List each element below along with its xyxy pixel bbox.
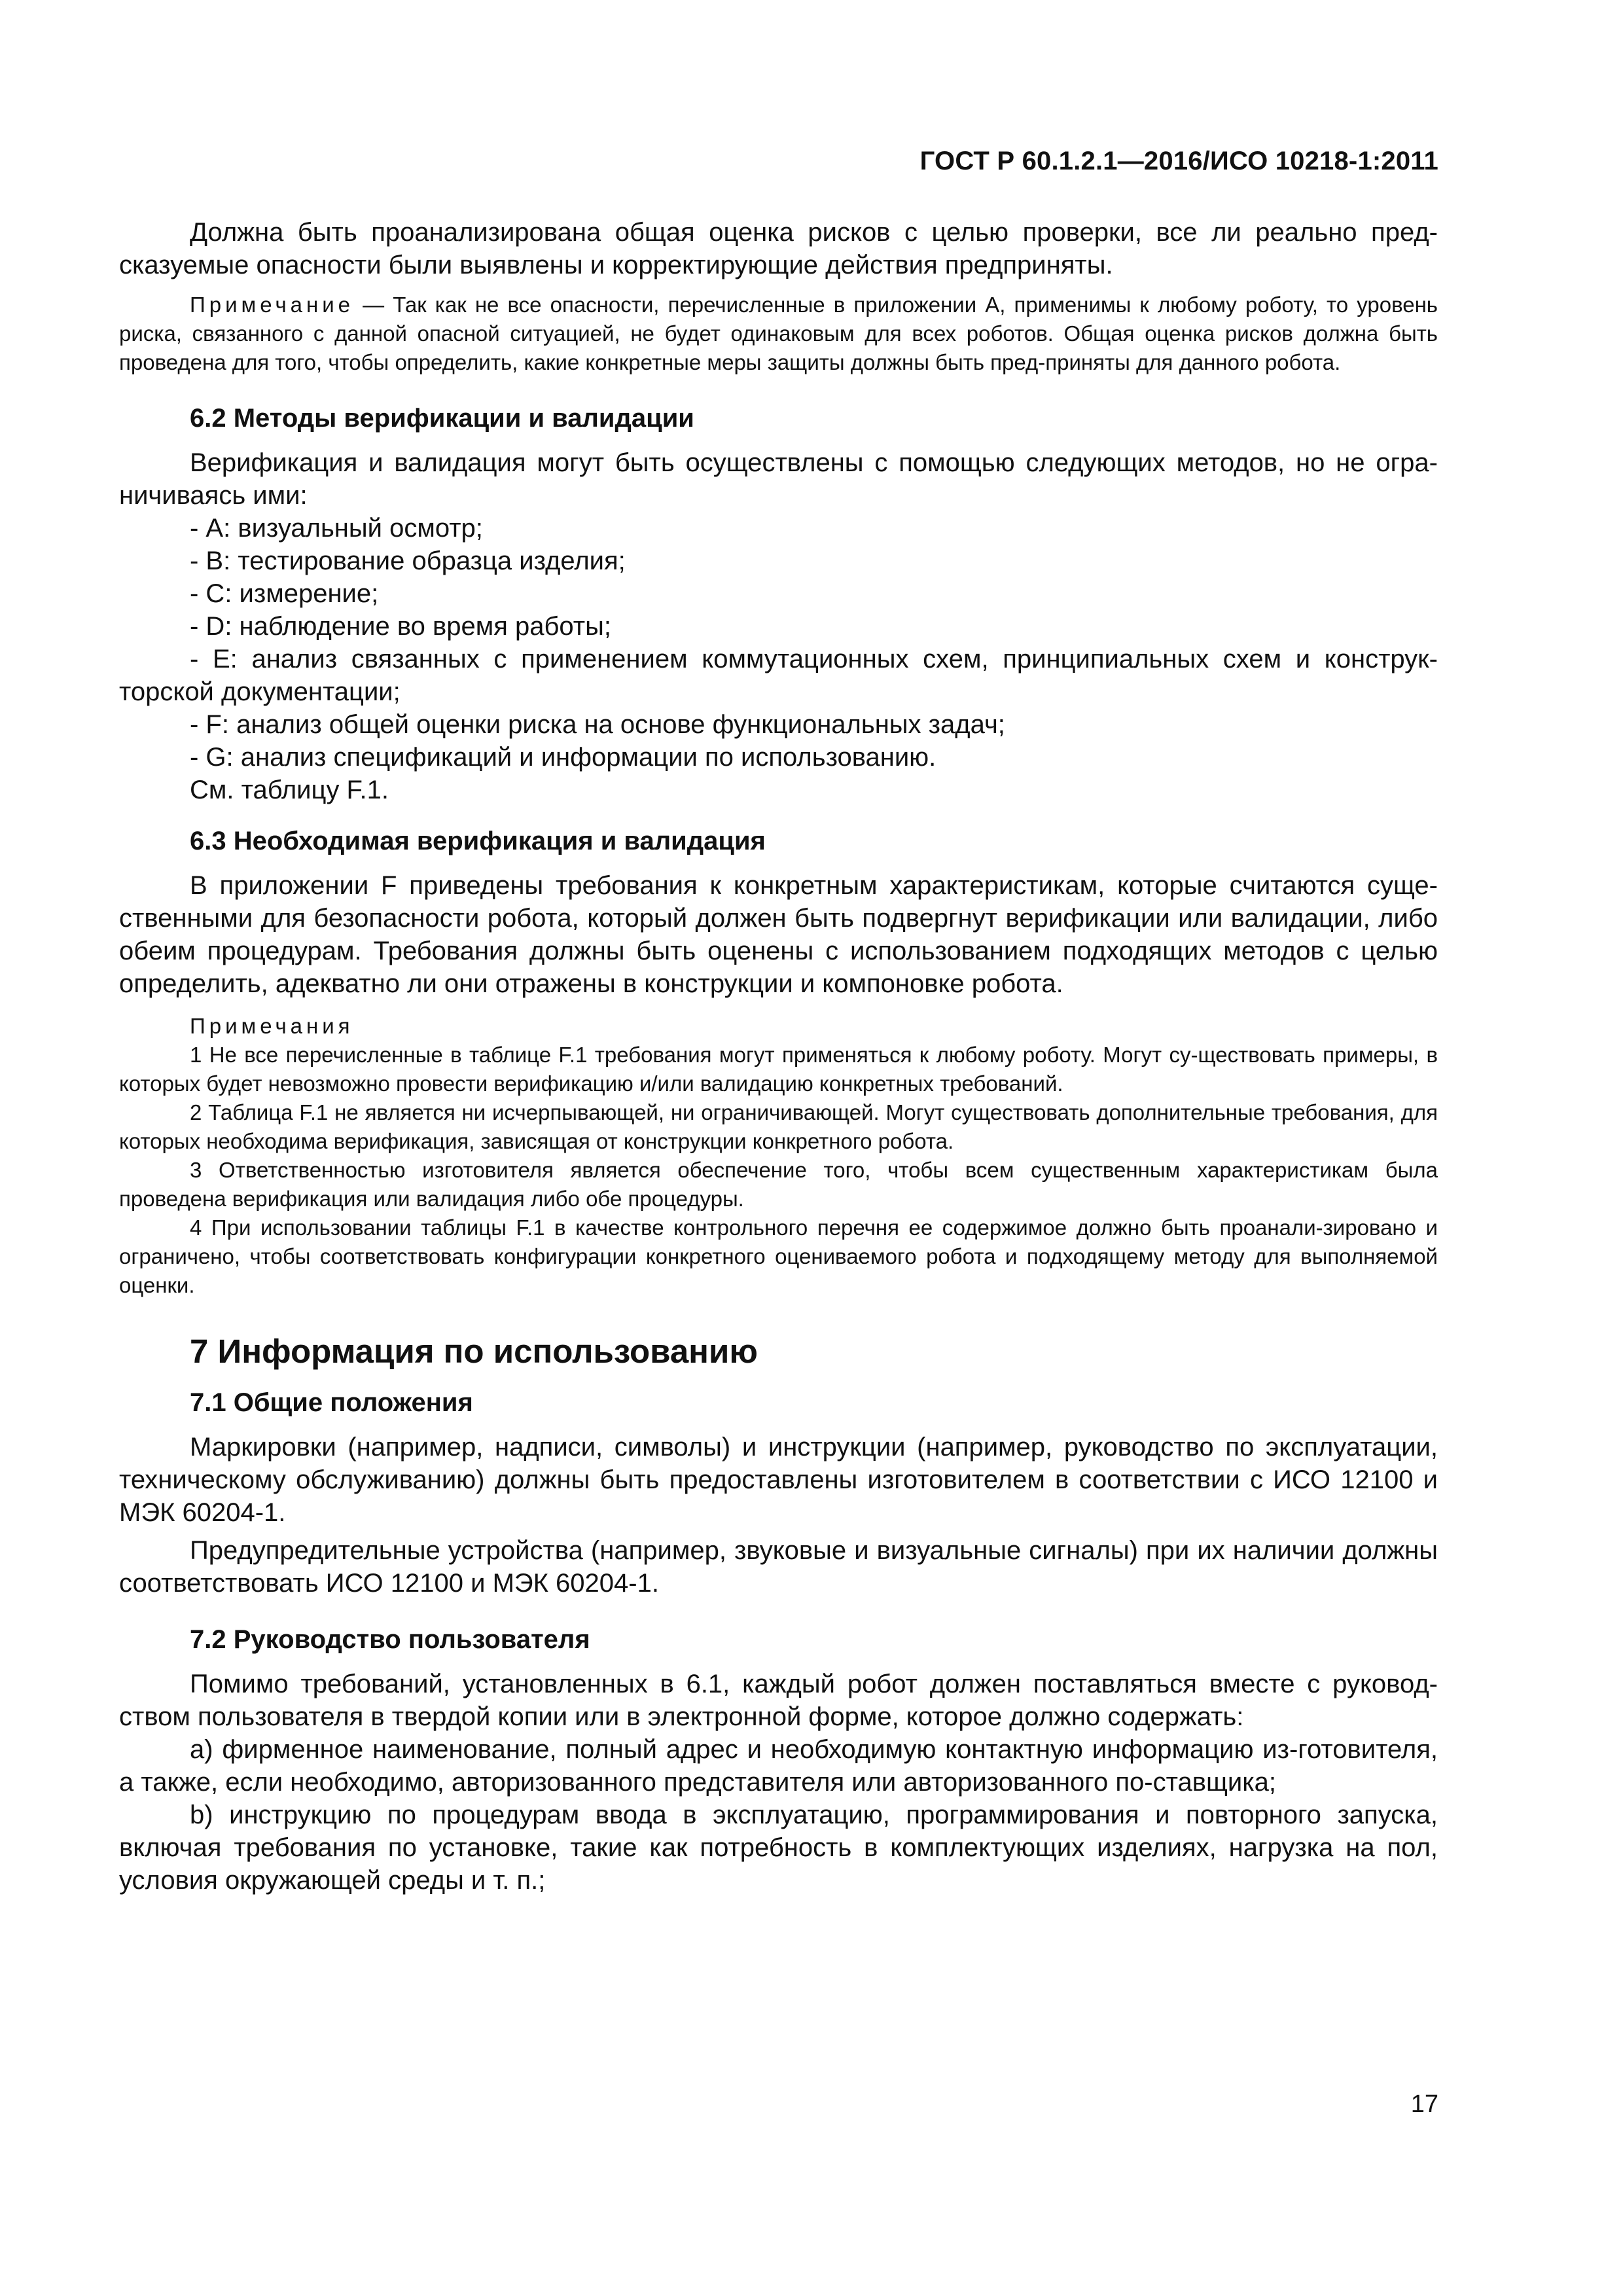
section-6-3-heading: 6.3 Необходимая верификация и валидация <box>190 827 766 855</box>
notes-label: Примечания <box>190 1014 354 1038</box>
section-6-3-paragraph: В приложении F приведены требования к конкретным характеристикам, которые считаются суще-ственными для безопасности робота, который должен быть подвергнут верификации или валидации, либо обеим процедурам. Требования должны быть оценены с использованием подходящих методов с целью определить, адекватно ли они отражены в конструкции и компоновке робота. <box>119 871 1438 998</box>
page-content <box>119 216 1438 1897</box>
list-item-d: - D: наблюдение во время работы; <box>190 612 611 641</box>
section-7-1-paragraph-2: Предупредительные устройства (например, звуковые и визуальные сигналы) при их наличии должны соответствовать ИСО 12100 и МЭК 60204-1. <box>119 1536 1438 1598</box>
see-table-reference: См. таблицу F.1. <box>190 776 389 804</box>
list-item-a-manufacturer: а) фирменное наименование, полный адрес и необходимую контактную информацию из-готовителя, а также, если необходимо, авторизованного представителя или авторизованного по-ставщика; <box>119 1735 1438 1797</box>
note-4: 4 При использовании таблицы F.1 в качестве контрольного перечня ее содержимое должно быть проанали-зировано и ограничено, чтобы соответствовать конфигурации конкретного оцениваемого робота и подходящему методу для выполняемой оценки. <box>119 1215 1438 1297</box>
intro-note <box>119 291 1438 377</box>
note-3: 3 Ответственностью изготовителя является обеспечение того, чтобы всем существенным характеристикам была проведена верификация или валидация либо обе процедуры. <box>119 1158 1438 1211</box>
note-label: Примечание <box>190 293 355 317</box>
section-7-1-heading: 7.1 Общие положения <box>190 1388 473 1417</box>
section-6-2-heading: 6.2 Методы верификации и валидации <box>190 404 694 433</box>
section-7-heading: 7 Информация по использованию <box>190 1333 758 1370</box>
section-7-2-heading: 7.2 Руководство пользователя <box>190 1625 590 1654</box>
list-item-a: - А: визуальный осмотр; <box>190 514 483 543</box>
list-item-b-commissioning: b) инструкцию по процедурам ввода в эксплуатацию, программирования и повторного запуска, включая требования по установке, такие как потребность в комплектующих изделиях, нагрузка на пол, условия окружающей среды и т. п.; <box>119 1801 1438 1895</box>
section-6-2-intro: Верификация и валидация могут быть осуществлены с помощью следующих методов, но не огра-ничиваясь ими: <box>119 448 1438 510</box>
note-1: 1 Не все перечисленные в таблице F.1 требования могут применяться к любому роботу. Могут су-ществовать примеры, в которых будет невозможно провести верификацию и/или валидацию конкретных требований. <box>119 1043 1438 1096</box>
list-item-e: - Е: анализ связанных с применением коммутационных схем, принципиальных схем и конструк-торской документации; <box>119 645 1438 706</box>
section-7-1-paragraph-1: Маркировки (например, надписи, символы) и инструкции (например, руководство по эксплуатации, техническому обслуживанию) должны быть предоставлены изготовителем в соответствии с ИСО 12100 и МЭК 60204-1. <box>119 1433 1438 1527</box>
list-item-b: - В: тестирование образца изделия; <box>190 547 626 575</box>
list-item-g: - G: анализ спецификаций и информации по использованию. <box>190 743 936 772</box>
page-number: 17 <box>1410 2090 1438 2118</box>
list-item-c: - С: измерение; <box>190 579 379 608</box>
note-2: 2 Таблица F.1 не является ни исчерпывающей, ни ограничивающей. Могут существовать дополнительные требования, для которых необходима верификация, зависящая от конструкции конкретного робота. <box>119 1100 1438 1153</box>
list-item-f: - F: анализ общей оценки риска на основе функциональных задач; <box>190 710 1005 739</box>
standard-code-header: ГОСТ Р 60.1.2.1—2016/ИСО 10218-1:2011 <box>919 147 1438 175</box>
section-7-2-paragraph: Помимо требований, установленных в 6.1, каждый робот должен поставляться вместе с руковод-ством пользователя в твердой копии или в электронной форме, которое должно содержать: <box>119 1670 1438 1731</box>
intro-paragraph: Должна быть проанализирована общая оценка рисков с целью проверки, все ли реально пред-сказуемые опасности были выявлены и корректирующие действия предприняты. <box>119 218 1438 279</box>
note-text: — Так как не все опасности, перечисленные в приложении А, применимы к любому роботу, то уровень риска, связанного с данной опасной ситуацией, не будет одинаковым для всех роботов. Общая оценка рисков должна быть проведена для того, чтобы определить, какие конкретные меры защиты должны быть пред-приняты для данного робота. <box>119 293 1438 374</box>
